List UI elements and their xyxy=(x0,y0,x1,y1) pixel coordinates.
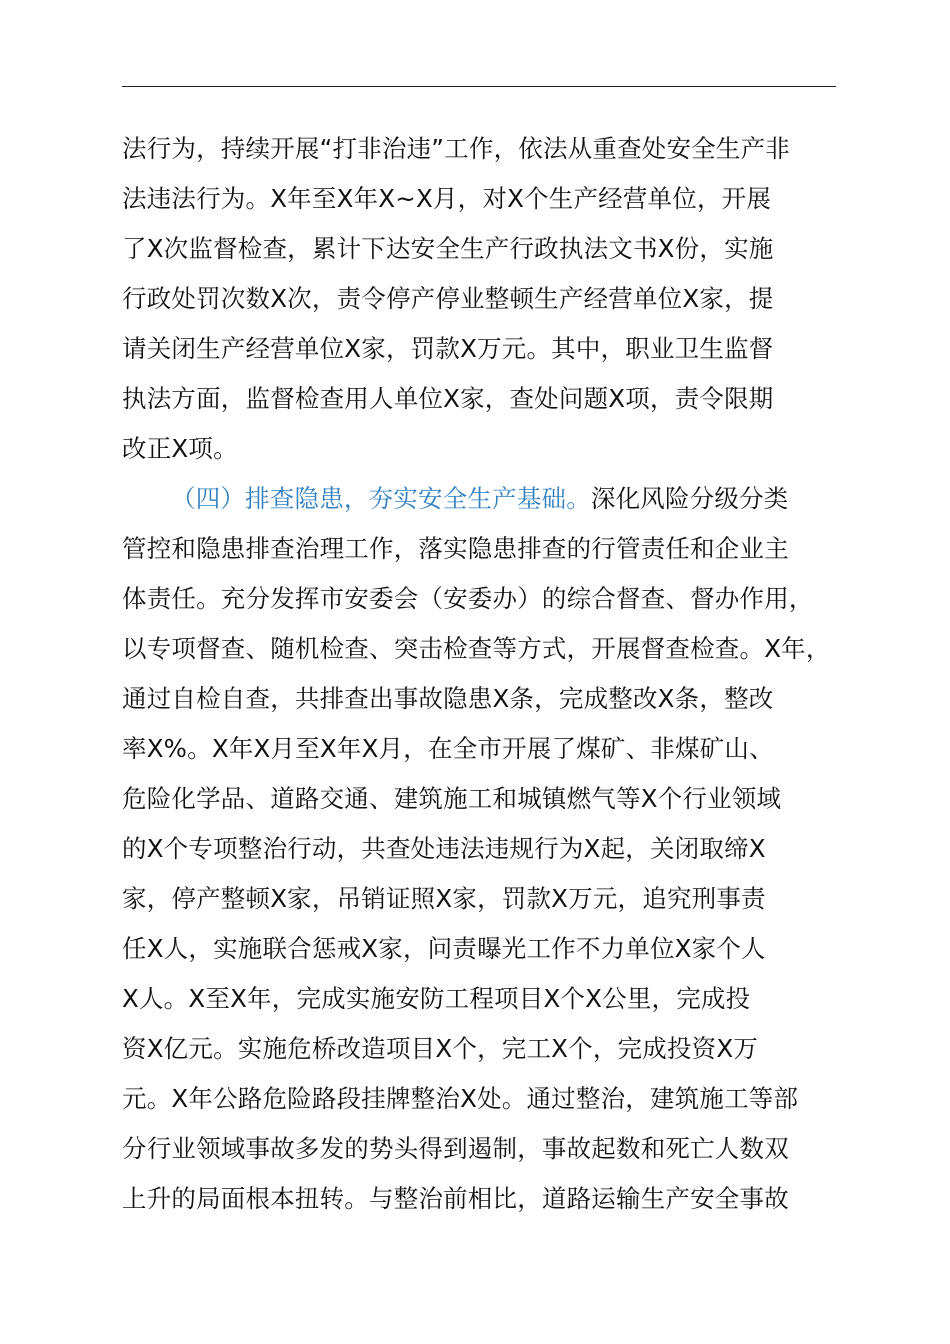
text-line: 上升的局面根本扭转。与整治前相比，道路运输生产安全事故 xyxy=(122,1184,789,1213)
header-rule xyxy=(122,86,836,87)
text-line: X人。X至X年，完成实施安防工程项目X个X公里，完成投 xyxy=(122,984,751,1013)
paragraph-hazard-inspection xyxy=(122,474,838,1224)
section-intro-text: 深化风险分级分类 xyxy=(590,484,789,513)
text-line: 分行业领域事故多发的势头得到遏制，事故起数和死亡人数双 xyxy=(122,1134,789,1163)
text-line: 以专项督查、随机检查、突击检查等方式，开展督查检查。X年， xyxy=(122,634,831,663)
text-line: 家，停产整顿X家，吊销证照X家，罚款X万元，追究刑事责 xyxy=(122,884,766,913)
text-line: 危险化学品、道路交通、建筑施工和城镇燃气等X个行业领域 xyxy=(122,784,782,813)
text-line: 改正X项。 xyxy=(122,434,238,463)
text-line: 任X人，实施联合惩戒X家，问责曝光工作不力单位X家个人 xyxy=(122,934,766,963)
text-line: 法违法行为。X年至X年X~X月，对X个生产经营单位，开展 xyxy=(122,184,772,213)
text-line: 通过自检自查，共排查出事故隐患X条，完成整改X条，整改 xyxy=(122,684,774,713)
text-line: 资X亿元。实施危桥改造项目X个，完工X个，完成投资X万 xyxy=(122,1034,759,1063)
text-line: 率X%。X年X月至X年X月，在全市开展了煤矿、非煤矿山、 xyxy=(122,734,774,763)
text-line: 了X次监督检查，累计下达安全生产行政执法文书X份，实施 xyxy=(122,234,774,263)
text-line: 的X个专项整治行动，共查处违法违规行为X起，关闭取缔X xyxy=(122,834,766,863)
paragraph-enforcement xyxy=(122,124,838,474)
text-line: 法行为，持续开展“打非治违”工作，依法从重查处安全生产非 xyxy=(122,134,790,163)
text-line: 执法方面，监督检查用人单位X家，查处问题X项，责令限期 xyxy=(122,384,774,413)
section-first-line xyxy=(122,474,838,524)
text-line: 请关闭生产经营单位X家，罚款X万元。其中，职业卫生监督 xyxy=(122,334,774,363)
section-heading: （四）排查隐患，夯实安全生产基础。 xyxy=(171,484,591,513)
text-line: 管控和隐患排查治理工作，落实隐患排查的行管责任和企业主 xyxy=(122,534,789,563)
text-line: 行政处罚次数X次，责令停产停业整顿生产经营单位X家，提 xyxy=(122,284,774,313)
text-line: 体责任。充分发挥市安委会（安委办）的综合督查、督办作用， xyxy=(122,584,814,613)
document-body xyxy=(122,124,838,1224)
text-line: 元。X年公路危险路段挂牌整治X处。通过整治，建筑施工等部 xyxy=(122,1084,799,1113)
